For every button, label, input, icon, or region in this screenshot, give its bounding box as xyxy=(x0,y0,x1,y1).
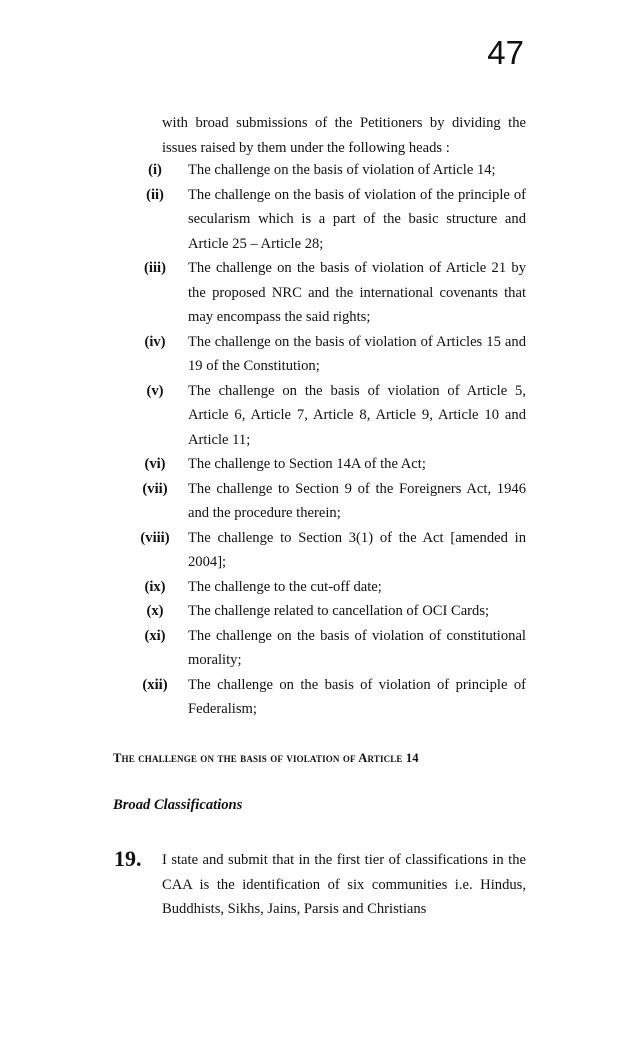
list-item xyxy=(122,379,526,453)
list-item-text: The challenge to Section 9 of the Foreigners Act, 1946 and the procedure therein; xyxy=(188,480,526,521)
list-item-number: (iii) xyxy=(144,260,166,276)
list-item xyxy=(122,477,526,526)
list-item-number: (x) xyxy=(146,603,164,619)
list-item xyxy=(122,256,526,330)
list-item-text: The challenge on the basis of violation of constitutional morality; xyxy=(188,627,526,668)
list-item xyxy=(122,526,526,575)
list-item-text: The challenge related to cancellation of OCI Cards; xyxy=(188,603,490,619)
list-item-text: The challenge on the basis of violation of principle of Federalism; xyxy=(188,676,526,717)
sub-heading: Broad Classifications xyxy=(113,797,243,813)
section-heading: The challenge on the basis of violation of Article 14 xyxy=(113,751,419,765)
page-number: 47 xyxy=(487,34,524,71)
list-item xyxy=(122,330,526,379)
heads-list xyxy=(122,158,526,722)
paragraph-number: 19. xyxy=(114,846,142,871)
list-item xyxy=(122,599,526,624)
list-item-number: (viii) xyxy=(140,529,170,546)
list-item-number: (xii) xyxy=(142,676,168,693)
list-item-text: The challenge on the basis of violation of Article 21 by the proposed NRC and the international covenants that may encompass the said rights; xyxy=(188,260,526,325)
list-item-number: (ix) xyxy=(144,578,166,595)
list-item xyxy=(122,624,526,673)
list-item-number: (v) xyxy=(146,382,164,399)
list-item-text: The challenge to Section 3(1) of the Act [amended in 2004]; xyxy=(188,529,526,570)
list-item-text: The challenge on the basis of violation of the principle of secularism which is a part of the basic structure and Article 25 – Article 28; xyxy=(188,186,526,252)
list-item-number: (ii) xyxy=(146,186,164,203)
list-item xyxy=(122,158,526,183)
list-item-number: (i) xyxy=(148,162,162,178)
list-item-number: (xi) xyxy=(144,627,166,644)
list-item-text: The challenge on the basis of violation of Article 5, Article 6, Article 7, Article 8, Article 9, Article 10 and Article 11; xyxy=(188,382,526,448)
list-item-text: The challenge on the basis of violation of Article 14; xyxy=(188,162,496,178)
list-item xyxy=(122,673,526,722)
list-item-number: (vii) xyxy=(142,480,168,497)
list-item xyxy=(122,452,526,477)
list-item-number: (vi) xyxy=(144,456,166,472)
list-item xyxy=(122,183,526,257)
list-item-text: The challenge to Section 14A of the Act; xyxy=(188,456,426,472)
intro-paragraph: with broad submissions of the Petitioners by dividing the issues raised by them under the following heads : xyxy=(162,115,526,156)
list-item-text: The challenge on the basis of violation of Articles 15 and 19 of the Constitution; xyxy=(188,333,526,374)
list-item xyxy=(122,575,526,600)
list-item-text: The challenge to the cut-off date; xyxy=(188,578,382,595)
list-item-number: (iv) xyxy=(144,333,166,350)
paragraph-text: I state and submit that in the first tier of classifications in the CAA is the identification of six communities i.e. Hindus, Buddhists, Sikhs, Jains, Parsis and Christians xyxy=(162,852,526,917)
